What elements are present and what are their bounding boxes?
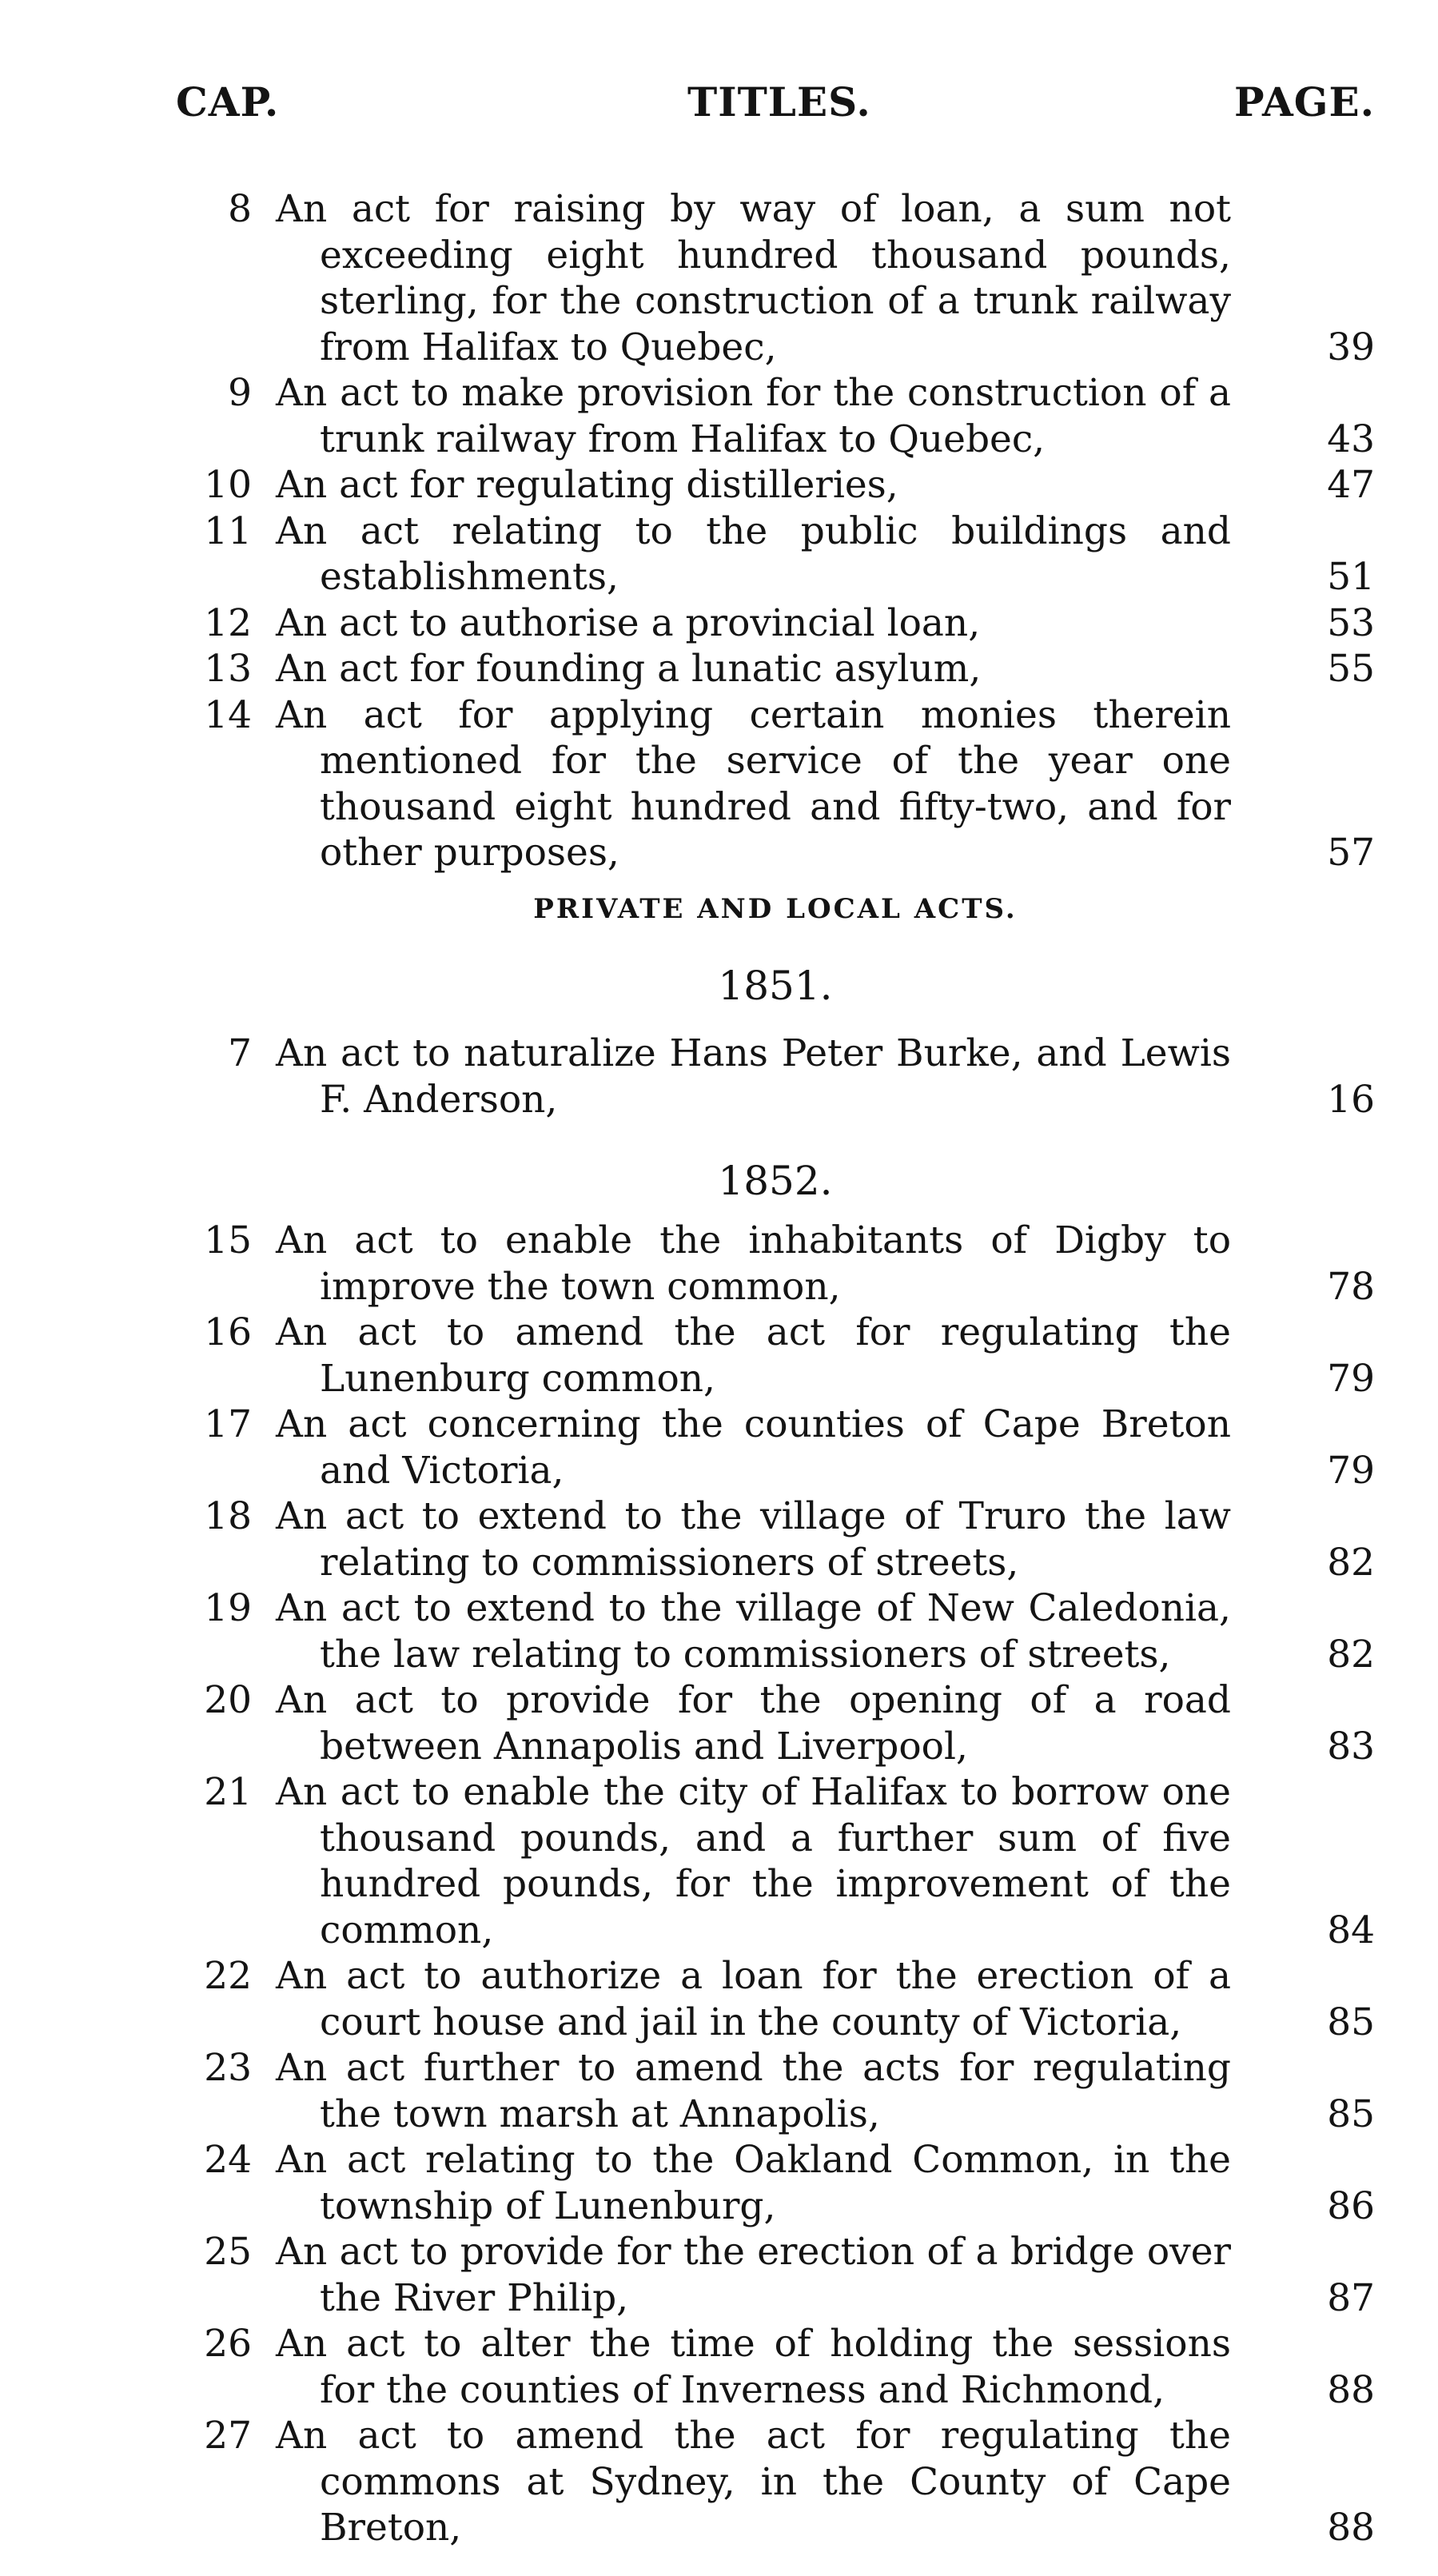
cap-number: 27 [204, 2414, 252, 2458]
act-entry [176, 1769, 1375, 1953]
act-title: An act for founding a lunatic asylum, [276, 647, 982, 691]
page-number: 47 [1327, 463, 1375, 507]
cap-number: 11 [204, 508, 252, 553]
act-entry [176, 692, 1375, 876]
act-title: An act relating to the Oakland Common, in the township of Lunenburg, [276, 2138, 1231, 2228]
act-entry [176, 462, 1375, 508]
cap-number: 20 [204, 1678, 252, 1722]
act-title: An act to enable the city of Halifax to borrow one thousand pounds, and a further sum of five hundred pounds, for the improvement of the common, [276, 1770, 1231, 1952]
cap-number: 26 [204, 2322, 252, 2366]
page-number: 78 [1327, 1264, 1375, 1309]
cap-number: 25 [204, 2230, 252, 2274]
year-1852-heading: 1852. [718, 1158, 833, 1204]
page-number: 82 [1327, 1540, 1375, 1585]
page-number: 86 [1327, 2183, 1375, 2228]
act-entry [176, 2137, 1375, 2229]
act-entry [176, 186, 1375, 370]
page-column-heading: PAGE. [1234, 78, 1375, 126]
cap-number: 22 [204, 1954, 252, 1998]
act-title: An act to enable the inhabitants of Digby to improve the town common, [276, 1218, 1231, 1309]
page-number: 83 [1327, 1724, 1375, 1769]
cap-number: 16 [204, 1310, 252, 1354]
year-1851-heading: 1851. [718, 963, 833, 1009]
act-title: An act for raising by way of loan, a sum not exceeding eight hundred thousand pounds, sterling, for the construction of a trunk railway from Halifax to Quebec, [276, 187, 1231, 369]
private-local-acts-heading: PRIVATE AND LOCAL ACTS. [533, 893, 1018, 925]
page-number: 84 [1327, 1908, 1375, 1952]
act-entry [176, 1677, 1375, 1769]
act-entry [176, 600, 1375, 647]
act-title: An act to provide for the erection of a bridge over the River Philip, [276, 2230, 1231, 2320]
act-entry [176, 1218, 1375, 1310]
act-entry [176, 2045, 1375, 2137]
page-number: 88 [1327, 2367, 1375, 2412]
page-number: 85 [1327, 2092, 1375, 2136]
public-acts-list [176, 186, 1375, 876]
act-entry [176, 1031, 1375, 1123]
cap-number: 21 [204, 1770, 252, 1814]
page-number: 55 [1327, 647, 1375, 691]
act-entry [176, 2321, 1375, 2413]
page-number: 39 [1327, 325, 1375, 369]
page-number: 79 [1327, 1448, 1375, 1493]
page-number: 51 [1327, 555, 1375, 599]
cap-number: 23 [204, 2046, 252, 2090]
cap-number: 14 [204, 692, 252, 737]
acts-1851-list [176, 1031, 1375, 1123]
cap-number: 24 [204, 2138, 252, 2182]
act-title: An act to extend to the village of Truro the law relating to commissioners of streets, [276, 1494, 1231, 1585]
page-number: 88 [1327, 2506, 1375, 2550]
cap-number: 7 [228, 1031, 252, 1075]
act-entry [176, 1585, 1375, 1677]
act-title: An act for regulating distilleries, [276, 463, 898, 507]
page-number: 16 [1327, 1077, 1375, 1122]
act-entry [176, 370, 1375, 462]
cap-number: 10 [204, 463, 252, 507]
act-title: An act to make provision for the construction of a trunk railway from Halifax to Quebec, [276, 371, 1231, 461]
act-title: An act concerning the counties of Cape Breton and Victoria, [276, 1402, 1231, 1493]
page-number: 87 [1327, 2275, 1375, 2320]
table-header [176, 78, 1375, 142]
cap-number: 15 [204, 1218, 252, 1262]
page-number: 43 [1327, 417, 1375, 461]
page-number: 85 [1327, 2000, 1375, 2044]
act-title: An act to extend to the village of New Caledonia, the law relating to commissioners of streets, [276, 1586, 1231, 1677]
act-entry [176, 2229, 1375, 2321]
titles-column-heading: TITLES. [687, 78, 871, 126]
act-title: An act to naturalize Hans Peter Burke, and Lewis F. Anderson, [276, 1031, 1231, 1122]
cap-column-heading: CAP. [176, 78, 280, 126]
act-entry [176, 1310, 1375, 1402]
act-entry [176, 1402, 1375, 1493]
act-title: An act to amend the act for regulating the Lunenburg common, [276, 1310, 1231, 1401]
cap-number: 18 [204, 1494, 252, 1538]
cap-number: 12 [204, 600, 252, 645]
page-number: 57 [1327, 831, 1375, 875]
cap-number: 19 [204, 1586, 252, 1630]
cap-number: 9 [228, 371, 252, 415]
act-entry [176, 646, 1375, 692]
act-title: An act to authorise a provincial loan, [276, 600, 981, 645]
act-entry [176, 1493, 1375, 1585]
act-title: An act relating to the public buildings and establishments, [276, 508, 1231, 599]
act-title: An act for applying certain monies therein mentioned for the service of the year one thousand eight hundred and fifty-two, and for other purposes, [276, 692, 1231, 875]
act-title: An act to authorize a loan for the erection of a court house and jail in the county of Victoria, [276, 1954, 1231, 2044]
act-entry [176, 1953, 1375, 2045]
act-title: An act to provide for the opening of a road between Annapolis and Liverpool, [276, 1678, 1231, 1769]
act-title: An act to alter the time of holding the sessions for the counties of Inverness and Richmond, [276, 2322, 1231, 2412]
page-number: 82 [1327, 1632, 1375, 1677]
act-entry [176, 2413, 1375, 2551]
cap-number: 8 [228, 187, 252, 231]
act-title: An act to amend the act for regulating the commons at Sydney, in the County of Cape Breton, [276, 2414, 1231, 2550]
cap-number: 17 [204, 1402, 252, 1446]
act-entry [176, 508, 1375, 600]
act-title: An act further to amend the acts for regulating the town marsh at Annapolis, [276, 2046, 1231, 2136]
acts-1852-list [176, 1218, 1375, 2551]
page-number: 53 [1327, 600, 1375, 645]
cap-number: 13 [204, 647, 252, 691]
page-number: 79 [1327, 1356, 1375, 1401]
